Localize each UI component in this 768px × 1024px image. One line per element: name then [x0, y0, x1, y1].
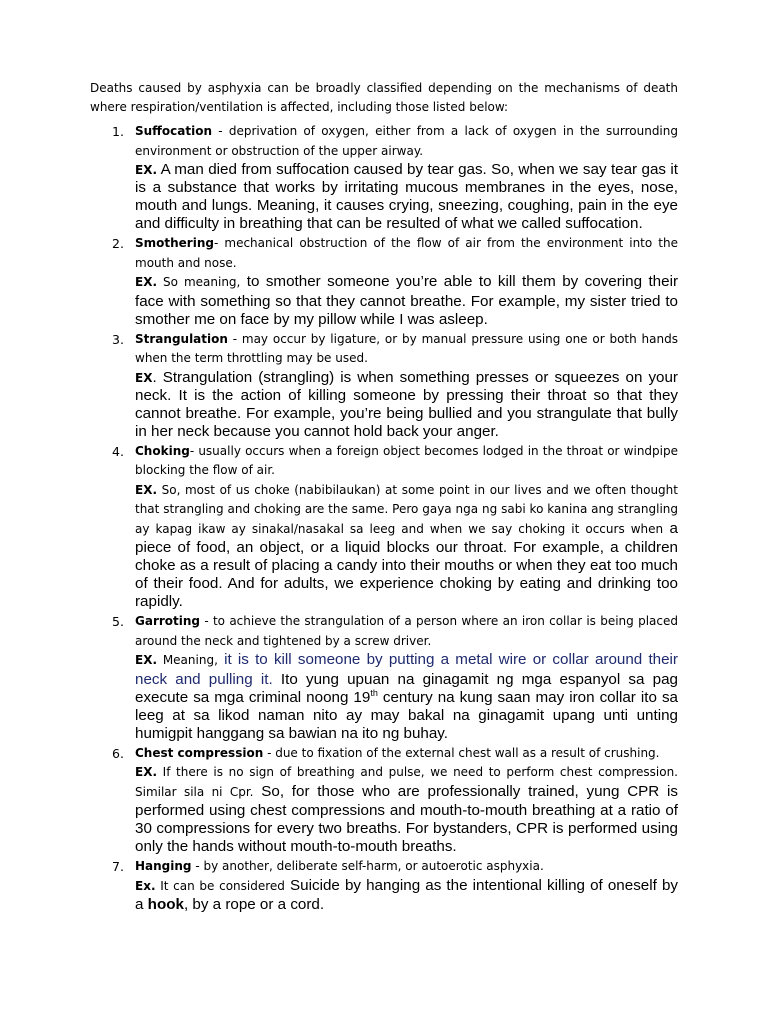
example-label: EX.: [135, 275, 158, 289]
example-label: EX.: [135, 482, 158, 497]
item-definition: [135, 442, 678, 481]
item-term: Suffocation: [135, 124, 212, 138]
item-definition: [135, 744, 678, 764]
item-example: [135, 877, 678, 915]
example-small-text: It can be considered: [155, 878, 285, 893]
example-label: EX.: [135, 765, 158, 779]
example-text: to smother someone you’re able to kill them by covering their face with something so that they cannot breathe. For example, my sister tried to smother me on face by my pillow while I was asleep.: [135, 273, 678, 328]
example-label: EX.: [135, 163, 158, 177]
example-label: Ex.: [135, 878, 156, 893]
item-example: [135, 369, 678, 441]
example-text: . Strangulation (strangling) is when something presses or squeezes on your neck. It is the action of killing someone by pressing their throat so that they cannot breathe. For example, you’re being bullied and you strangulate that bully in her neck because you cannot hold back your anger.: [135, 368, 678, 440]
list-item-smothering: [90, 234, 678, 329]
item-term: Garroting: [135, 614, 201, 628]
item-number: 3.: [112, 331, 124, 347]
example-small-text: So, most of us choke (nabibilaukan) at some point in our lives and we often thought that strangling and choking are the same. Pero gaya nga ng sabi ko kanina ang strangling ay kapag ikaw ay sinakal/nasakal sa leeg and when we say choking it occurs when: [135, 482, 678, 536]
item-example: [135, 273, 678, 329]
item-definition: [135, 857, 678, 877]
example-text: Suicide by hanging as the intentional killing of oneself by a: [135, 876, 678, 913]
definition-text: - deprivation of oxygen, either from a lack of oxygen in the surrounding environment or obstruction of the upper airway.: [135, 124, 678, 158]
asphyxia-list: [90, 122, 678, 914]
item-number: 5.: [112, 614, 124, 629]
example-text: Ito yung upuan na ginagamit ng mga espanyol sa pag execute sa mga criminal noong 19: [135, 670, 678, 706]
definition-text: - to achieve the strangulation of a person where an iron collar is being placed around the neck and tightened by a screw driver.: [135, 614, 678, 648]
definition-text: - usually occurs when a foreign object becomes lodged in the throat or windpipe blocking the flow of air.: [135, 443, 678, 477]
item-term: Hanging: [135, 859, 192, 873]
list-item-choking: [90, 442, 678, 612]
item-term: Chest compression: [135, 745, 264, 760]
example-text: a piece of food, an object, or a liquid blocks our throat. For example, a children choke as a result of placing a candy into their mouths or when they eat too much of their food. And for adults, we experience choking by eating and drinking too rapidly.: [135, 519, 678, 610]
list-item-strangulation: [90, 330, 678, 441]
superscript-th: th: [370, 687, 378, 698]
item-number: 6.: [112, 745, 124, 761]
list-item-hanging: [90, 857, 678, 914]
item-definition: [135, 234, 678, 273]
item-term: Strangulation: [135, 331, 228, 346]
list-item-garroting: [90, 612, 678, 743]
item-definition: [135, 612, 678, 651]
item-example: [135, 651, 678, 743]
example-tail-text: century na kung saan may iron collar ito sa leeg at sa likod naman nito ay may bakal na ginagamit upang unti unting humigpit hanggang sa bawian na ito ng buhay.: [135, 688, 678, 742]
item-definition: [135, 122, 678, 161]
item-number: 1.: [112, 124, 124, 139]
example-bold-word: hook: [147, 896, 184, 913]
item-number: 7.: [112, 859, 124, 874]
example-label: EX.: [135, 653, 158, 667]
list-item-chest-compression: [90, 744, 678, 857]
definition-text: - due to fixation of the external chest wall as a result of crushing.: [263, 745, 660, 760]
item-example: [135, 481, 678, 612]
definition-text: - mechanical obstruction of the flow of air from the environment into the mouth and nose.: [135, 236, 678, 270]
example-small-text: So meaning,: [157, 275, 241, 289]
item-term: Choking: [135, 443, 190, 458]
list-item-suffocation: [90, 122, 678, 233]
definition-text: - by another, deliberate self-harm, or autoerotic asphyxia.: [191, 859, 544, 873]
item-number: 4.: [112, 443, 124, 459]
item-example: [135, 763, 678, 856]
item-definition: [135, 330, 678, 369]
example-small-text: If there is no sign of breathing and pulse, we need to perform chest compression. Similar sila ni Cpr.: [135, 765, 678, 799]
example-small-text: Meaning,: [157, 653, 218, 667]
example-text: A man died from suffocation caused by tear gas. So, when we say tear gas it is a substance that works by irritating mucous membranes in the eyes, nose, mouth and lungs. Meaning, it causes crying, sneezing, coughing, pain in the eye and difficulty in breathing that can be resulted of what we called suffocation.: [135, 161, 678, 232]
item-term: Smothering: [135, 236, 214, 250]
example-label: EX: [135, 370, 153, 385]
definition-text: - may occur by ligature, or by manual pressure using one or both hands when the term throttling may be used.: [135, 331, 678, 365]
example-tail-text: , by a rope or a cord.: [183, 896, 325, 913]
example-text: So, for those who are professionally trained, yung CPR is performed using chest compressions and mouth-to-mouth breathing at a ratio of 30 compressions for every two breaths. For bystanders, CPR is performed using only the hands without mouth-to-mouth breaths.: [135, 782, 678, 855]
intro-paragraph: Deaths caused by asphyxia can be broadly classified depending on the mechanisms of death where respiration/ventilation is affected, including those listed below:: [90, 81, 678, 114]
item-example: [135, 161, 678, 233]
item-number: 2.: [112, 236, 124, 251]
example-blue-text: it is to kill someone by putting a metal wire or collar around their neck and pulling it.: [135, 651, 678, 688]
